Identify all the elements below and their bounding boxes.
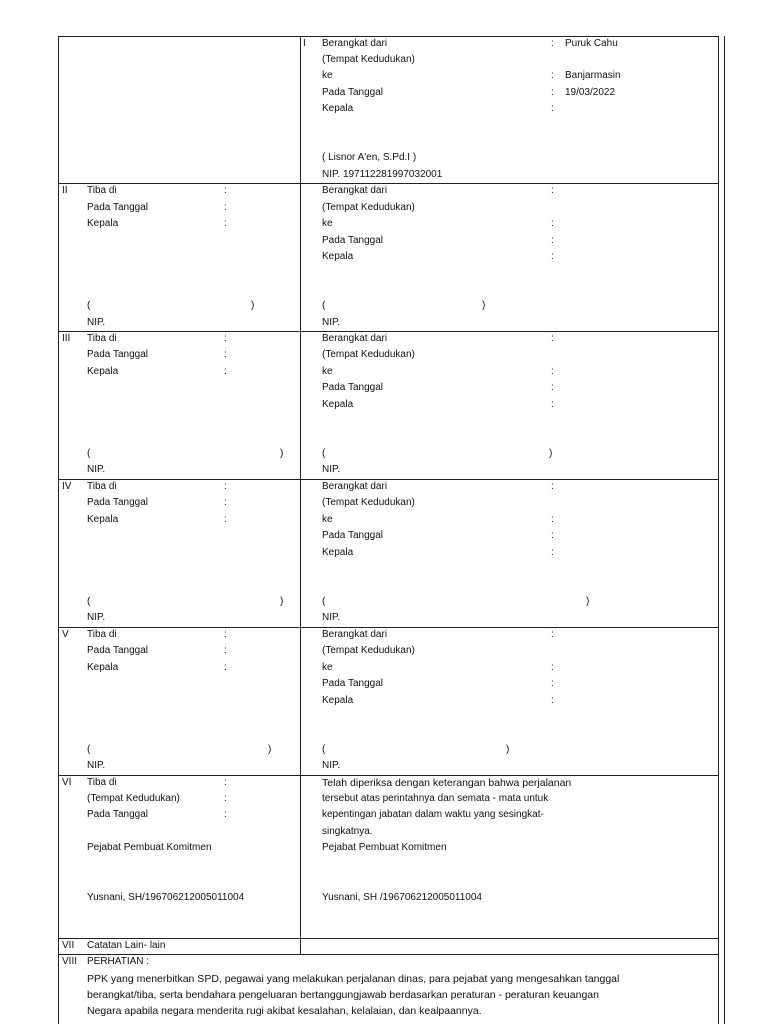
head-label: Kepala (322, 547, 354, 558)
colon: : (224, 481, 227, 492)
colon: : (551, 366, 554, 377)
date-value: 19/03/2022 (565, 87, 616, 98)
colon: : (224, 793, 227, 804)
colon: : (224, 777, 227, 788)
section-number: III (62, 333, 71, 344)
row-border-I-II (58, 183, 719, 184)
colon: : (551, 678, 554, 689)
colon: : (224, 629, 227, 640)
home-station-label: (Tempat Kedudukan) (322, 54, 415, 65)
attention-heading: PERHATIAN : (87, 956, 150, 967)
date-label: Pada Tanggal (322, 678, 383, 689)
date-label: Pada Tanggal (87, 497, 148, 508)
colon: : (551, 695, 554, 706)
section-number: VIII (62, 956, 78, 967)
official-name: Yusnani, SH/196706212005011004 (87, 892, 245, 903)
home-station-label: (Tempat Kedudukan) (322, 202, 415, 213)
signature-close-paren: ) (251, 300, 255, 311)
head-label: Kepala (322, 103, 354, 114)
colon: : (551, 185, 554, 196)
nip-label: NIP. (87, 464, 106, 475)
table-mid-divider (300, 36, 301, 955)
nip-label: NIP. (87, 612, 106, 623)
signature-close-paren: ) (280, 596, 284, 607)
signer-name: ( Lisnor A'en, S.Pd.I ) (322, 152, 417, 163)
verification-text-line: kepentingan jabatan dalam waktu yang sesingkat- (322, 809, 544, 820)
colon: : (224, 662, 227, 673)
signature-open-paren: ( (87, 448, 91, 459)
destination-label: ke (322, 514, 333, 525)
page-edge-line (724, 36, 725, 1024)
signature-close-paren: ) (586, 596, 590, 607)
colon: : (224, 497, 227, 508)
colon: : (224, 218, 227, 229)
signature-close-paren: ) (482, 300, 486, 311)
departure-label: Berangkat dari (322, 481, 388, 492)
row-border-V-VI (58, 775, 719, 776)
signature-open-paren: ( (322, 744, 326, 755)
section-number: I (303, 38, 306, 49)
colon: : (224, 333, 227, 344)
colon: : (224, 349, 227, 360)
signature-close-paren: ) (506, 744, 510, 755)
row-border-VII-VIII (58, 954, 719, 955)
signature-close-paren: ) (549, 448, 553, 459)
section-number: VI (62, 777, 72, 788)
nip-label: NIP. (322, 760, 341, 771)
date-label: Pada Tanggal (322, 382, 383, 393)
colon: : (551, 399, 554, 410)
section-number: V (62, 629, 69, 640)
attention-text-line: Negara apabila negara menderita rugi akibat kesalahan, kelalaian, dan kealpaannya. (87, 1005, 482, 1017)
home-station-label: (Tempat Kedudukan) (322, 497, 415, 508)
arrival-label: Tiba di (87, 333, 117, 344)
verification-text-line: singkatnya. (322, 826, 373, 837)
head-label: Kepala (87, 514, 119, 525)
head-label: Kepala (87, 662, 119, 673)
departure-label: Berangkat dari (322, 38, 388, 49)
departure-label: Berangkat dari (322, 333, 388, 344)
colon: : (551, 218, 554, 229)
departure-value: Puruk Cahu (565, 38, 618, 49)
colon: : (551, 235, 554, 246)
colon: : (224, 809, 227, 820)
signer-nip: NIP. 197112281997032001 (322, 169, 443, 180)
nip-label: NIP. (87, 760, 106, 771)
row-border-top (58, 36, 719, 37)
head-label: Kepala (322, 251, 354, 262)
colon: : (551, 514, 554, 525)
colon: : (551, 333, 554, 344)
row-border-VI-VII (58, 938, 719, 939)
signature-open-paren: ( (87, 596, 91, 607)
table-right-border (718, 36, 719, 1024)
nip-label: NIP. (322, 612, 341, 623)
colon: : (551, 662, 554, 673)
arrival-label: Tiba di (87, 481, 117, 492)
departure-label: Berangkat dari (322, 185, 388, 196)
destination-label: ke (322, 218, 333, 229)
colon: : (224, 645, 227, 656)
colon: : (551, 38, 554, 49)
official-title: Pejabat Pembuat Komitmen (87, 842, 212, 853)
signature-open-paren: ( (322, 300, 326, 311)
colon: : (551, 547, 554, 558)
row-border-II-III (58, 331, 719, 332)
date-label: Pada Tanggal (87, 349, 148, 360)
signature-close-paren: ) (280, 448, 284, 459)
signature-open-paren: ( (87, 300, 91, 311)
home-station-label: (Tempat Kedudukan) (322, 349, 415, 360)
colon: : (224, 202, 227, 213)
signature-close-paren: ) (268, 744, 272, 755)
signature-open-paren: ( (322, 448, 326, 459)
row-border-III-IV (58, 479, 719, 480)
arrival-label: Tiba di (87, 629, 117, 640)
date-label: Pada Tanggal (87, 809, 148, 820)
colon: : (551, 530, 554, 541)
date-label: Pada Tanggal (322, 235, 383, 246)
colon: : (551, 87, 554, 98)
section-number: IV (62, 481, 72, 492)
date-label: Pada Tanggal (322, 87, 383, 98)
destination-label: ke (322, 662, 333, 673)
colon: : (551, 629, 554, 640)
colon: : (551, 103, 554, 114)
signature-open-paren: ( (322, 596, 326, 607)
colon: : (551, 70, 554, 81)
colon: : (224, 514, 227, 525)
destination-label: ke (322, 366, 333, 377)
departure-label: Berangkat dari (322, 629, 388, 640)
verification-text-line: Telah diperiksa dengan keterangan bahwa perjalanan (322, 777, 572, 789)
destination-value: Banjarmasin (565, 70, 621, 81)
date-label: Pada Tanggal (87, 202, 148, 213)
table-left-border (58, 36, 59, 1024)
home-station-label: (Tempat Kedudukan) (322, 645, 415, 656)
nip-label: NIP. (322, 317, 341, 328)
date-label: Pada Tanggal (322, 530, 383, 541)
notes-label: Catatan Lain- lain (87, 940, 166, 951)
head-label: Kepala (322, 399, 354, 410)
colon: : (224, 185, 227, 196)
date-label: Pada Tanggal (87, 645, 148, 656)
row-border-IV-V (58, 627, 719, 628)
nip-label: NIP. (87, 317, 106, 328)
home-station-label: (Tempat Kedudukan) (87, 793, 180, 804)
colon: : (551, 382, 554, 393)
official-title: Pejabat Pembuat Komitmen (322, 842, 447, 853)
head-label: Kepala (322, 695, 354, 706)
arrival-label: Tiba di (87, 777, 117, 788)
official-name: Yusnani, SH /196706212005011004 (322, 892, 482, 903)
attention-text-line: PPK yang menerbitkan SPD, pegawai yang melakukan perjalanan dinas, para pejabat yang mengesahkan tanggal (87, 973, 620, 985)
section-number: II (62, 185, 68, 196)
arrival-label: Tiba di (87, 185, 117, 196)
destination-label: ke (322, 70, 333, 81)
verification-text-line: tersebut atas perintahnya dan semata - mata untuk (322, 793, 549, 804)
head-label: Kepala (87, 218, 119, 229)
section-number: VII (62, 940, 75, 951)
attention-text-line: berangkat/tiba, serta bendahara pengeluaran bertanggungjawab berdasarkan peraturan - peraturan keuangan (87, 989, 599, 1001)
colon: : (551, 251, 554, 262)
signature-open-paren: ( (87, 744, 91, 755)
colon: : (224, 366, 227, 377)
colon: : (551, 481, 554, 492)
nip-label: NIP. (322, 464, 341, 475)
head-label: Kepala (87, 366, 119, 377)
